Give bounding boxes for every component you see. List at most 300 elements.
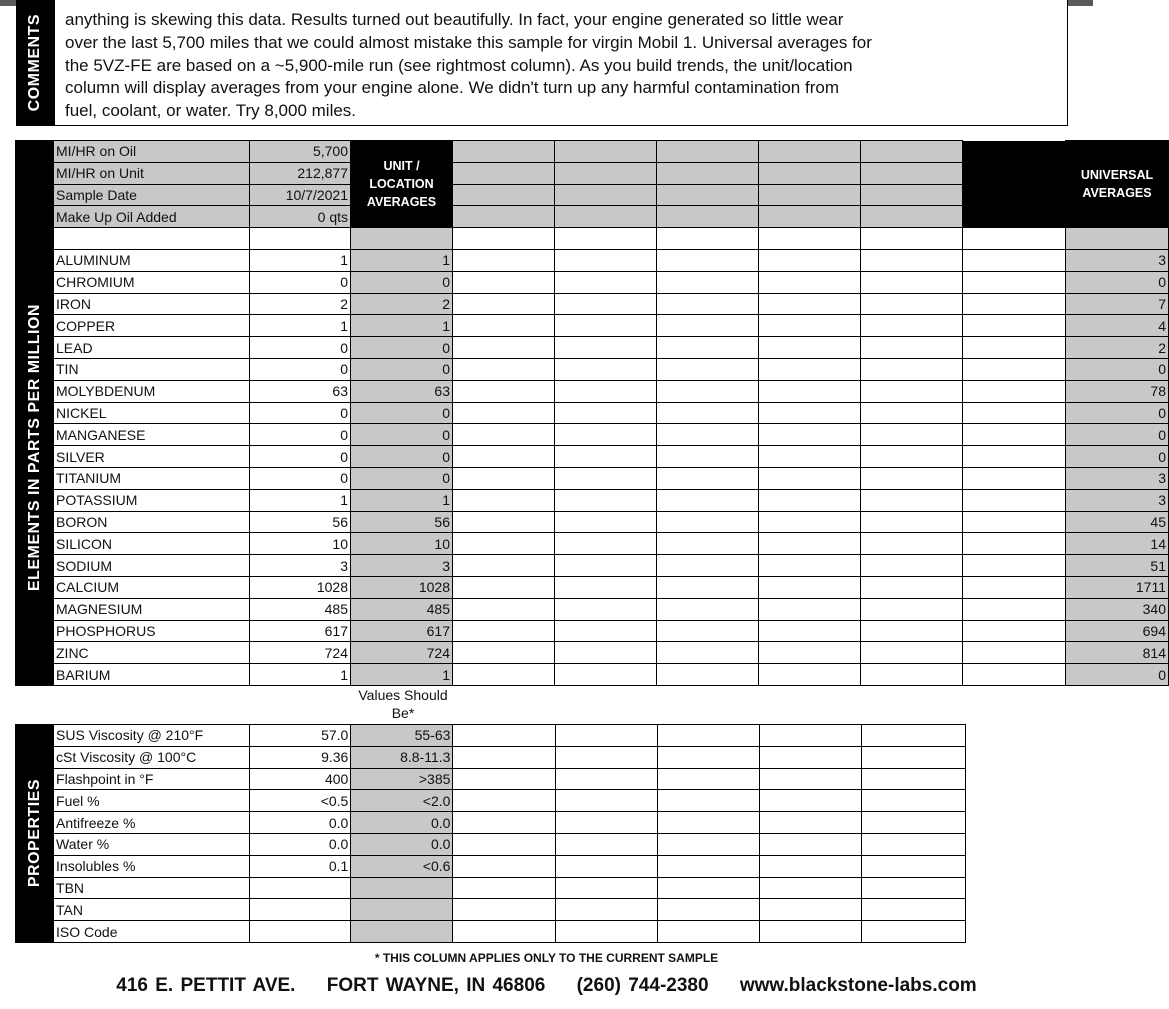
empty-cell xyxy=(861,533,963,555)
element-unit-average: 63 xyxy=(351,380,453,402)
empty-cell xyxy=(657,446,759,468)
empty-cell xyxy=(657,184,759,206)
empty-cell xyxy=(861,271,963,293)
element-name: SILICON xyxy=(54,533,250,555)
element-universal-average: 0 xyxy=(1066,402,1169,424)
empty-cell xyxy=(555,899,657,921)
empty-cell xyxy=(657,899,759,921)
lab-address xyxy=(0,975,1093,997)
empty-cell xyxy=(759,833,861,855)
element-row xyxy=(16,489,1169,511)
empty-cell xyxy=(963,380,1066,402)
empty-cell xyxy=(657,664,759,686)
property-should-be xyxy=(351,899,453,921)
empty-cell xyxy=(963,467,1066,489)
elements-side-label xyxy=(16,141,54,686)
property-should-be: 55-63 xyxy=(351,725,453,747)
element-universal-average: 0 xyxy=(1066,446,1169,468)
properties-table xyxy=(15,724,966,943)
empty-cell xyxy=(555,424,657,446)
empty-cell xyxy=(555,790,657,812)
empty-cell xyxy=(657,380,759,402)
address-website[interactable]: www.blackstone-labs.com xyxy=(739,975,977,996)
empty-cell xyxy=(555,228,657,250)
element-value: 1 xyxy=(250,489,351,511)
element-value: 56 xyxy=(250,511,351,533)
property-name: Flashpoint in °F xyxy=(54,768,250,790)
empty-cell xyxy=(963,664,1066,686)
element-name: MAGNESIUM xyxy=(54,598,250,620)
element-name: MOLYBDENUM xyxy=(54,380,250,402)
empty-cell xyxy=(963,315,1066,337)
property-name: cSt Viscosity @ 100°C xyxy=(54,746,250,768)
element-name: PHOSPHORUS xyxy=(54,620,250,642)
element-universal-average: 4 xyxy=(1066,315,1169,337)
empty-cell xyxy=(555,877,657,899)
unit-location-averages-header: UNIT / LOCATION AVERAGES xyxy=(351,141,453,228)
property-should-be: <2.0 xyxy=(351,790,453,812)
empty-cell xyxy=(861,446,963,468)
header-label: Sample Date xyxy=(54,184,250,206)
universal-averages-header: UNIVERSAL AVERAGES xyxy=(1066,141,1169,228)
empty-cell xyxy=(963,446,1066,468)
empty-cell xyxy=(453,533,555,555)
empty-cell xyxy=(555,402,657,424)
element-universal-average: 0 xyxy=(1066,424,1169,446)
element-row xyxy=(16,271,1169,293)
empty-cell xyxy=(861,467,963,489)
empty-cell xyxy=(453,664,555,686)
property-value: 0.0 xyxy=(250,833,351,855)
empty-cell xyxy=(555,533,657,555)
element-name: CALCIUM xyxy=(54,576,250,598)
empty-cell xyxy=(1066,228,1169,250)
empty-cell xyxy=(657,206,759,228)
empty-cell xyxy=(453,768,555,790)
empty-cell xyxy=(963,228,1066,250)
empty-cell xyxy=(861,315,963,337)
element-name: CHROMIUM xyxy=(54,271,250,293)
property-name: TAN xyxy=(54,899,250,921)
empty-cell xyxy=(861,380,963,402)
empty-cell xyxy=(861,576,963,598)
empty-cell xyxy=(453,141,555,163)
empty-cell xyxy=(657,271,759,293)
empty-cell xyxy=(555,467,657,489)
empty-cell xyxy=(555,833,657,855)
empty-cell xyxy=(861,620,963,642)
empty-cell xyxy=(861,249,963,271)
empty-cell xyxy=(555,921,657,943)
element-row xyxy=(16,446,1169,468)
element-unit-average: 0 xyxy=(351,424,453,446)
empty-cell xyxy=(759,467,861,489)
empty-cell xyxy=(861,833,965,855)
empty-cell xyxy=(759,315,861,337)
element-row xyxy=(16,402,1169,424)
property-row xyxy=(16,899,966,921)
empty-cell xyxy=(657,511,759,533)
empty-cell xyxy=(963,642,1066,664)
empty-cell xyxy=(453,467,555,489)
element-value: 0 xyxy=(250,424,351,446)
empty-cell xyxy=(759,489,861,511)
empty-cell xyxy=(555,620,657,642)
empty-cell xyxy=(963,271,1066,293)
empty-cell xyxy=(555,812,657,834)
empty-cell xyxy=(555,380,657,402)
element-name: SODIUM xyxy=(54,555,250,577)
element-unit-average: 56 xyxy=(351,511,453,533)
empty-cell xyxy=(759,249,861,271)
comment-line: over the last 5,700 miles that we could almost mistake this sample for virgin Mobil 1. Universal averages for xyxy=(65,32,872,52)
empty-cell xyxy=(759,446,861,468)
header-value: 212,877 xyxy=(250,162,351,184)
property-name: Antifreeze % xyxy=(54,812,250,834)
element-unit-average: 0 xyxy=(351,446,453,468)
element-unit-average: 617 xyxy=(351,620,453,642)
empty-cell xyxy=(453,206,555,228)
column-footnote: * THIS COLUMN APPLIES ONLY TO THE CURRENT SAMPLE xyxy=(374,951,719,965)
element-row xyxy=(16,467,1169,489)
element-value: 63 xyxy=(250,380,351,402)
property-row xyxy=(16,812,966,834)
property-value: 0.0 xyxy=(250,812,351,834)
element-universal-average: 3 xyxy=(1066,467,1169,489)
empty-cell xyxy=(759,380,861,402)
element-unit-average: 0 xyxy=(351,402,453,424)
empty-cell xyxy=(963,598,1066,620)
empty-cell xyxy=(657,642,759,664)
blank-row xyxy=(16,228,1169,250)
empty-cell xyxy=(657,877,759,899)
property-value: 400 xyxy=(250,768,351,790)
header-row xyxy=(16,206,1169,228)
empty-cell xyxy=(250,228,351,250)
empty-cell xyxy=(555,576,657,598)
element-unit-average: 0 xyxy=(351,271,453,293)
empty-cell xyxy=(555,642,657,664)
empty-cell xyxy=(759,555,861,577)
element-value: 1 xyxy=(250,249,351,271)
empty-cell xyxy=(453,921,555,943)
empty-cell xyxy=(657,555,759,577)
element-universal-average: 0 xyxy=(1066,664,1169,686)
comments-text xyxy=(65,9,1055,123)
empty-cell xyxy=(555,664,657,686)
empty-cell xyxy=(759,576,861,598)
element-unit-average: 2 xyxy=(351,293,453,315)
element-row xyxy=(16,424,1169,446)
empty-cell xyxy=(759,620,861,642)
empty-cell xyxy=(759,921,861,943)
empty-cell xyxy=(555,511,657,533)
comment-line: column will display averages from your engine alone. We didn't turn up any harmful contamination from xyxy=(65,78,839,98)
empty-cell xyxy=(861,725,965,747)
property-value xyxy=(250,921,351,943)
property-value xyxy=(250,877,351,899)
header-label: Make Up Oil Added xyxy=(54,206,250,228)
empty-cell xyxy=(759,337,861,359)
empty-cell xyxy=(453,489,555,511)
element-unit-average: 1 xyxy=(351,664,453,686)
empty-cell xyxy=(963,424,1066,446)
empty-cell xyxy=(861,812,965,834)
element-universal-average: 0 xyxy=(1066,271,1169,293)
empty-cell xyxy=(657,768,759,790)
element-value: 1 xyxy=(250,664,351,686)
element-universal-average: 1711 xyxy=(1066,576,1169,598)
element-universal-average: 3 xyxy=(1066,249,1169,271)
empty-cell xyxy=(555,358,657,380)
empty-cell xyxy=(759,664,861,686)
empty-cell xyxy=(657,533,759,555)
element-row xyxy=(16,620,1169,642)
empty-cell xyxy=(963,533,1066,555)
empty-cell xyxy=(759,642,861,664)
property-value: <0.5 xyxy=(250,790,351,812)
properties-side-label-text: PROPERTIES xyxy=(25,779,43,888)
empty-cell xyxy=(555,293,657,315)
empty-cell xyxy=(657,598,759,620)
empty-cell xyxy=(453,746,555,768)
empty-cell xyxy=(453,249,555,271)
property-name: Water % xyxy=(54,833,250,855)
empty-cell xyxy=(657,790,759,812)
address-city: FORT WAYNE, IN 46806 xyxy=(326,975,546,996)
empty-cell xyxy=(555,555,657,577)
property-row xyxy=(16,855,966,877)
element-universal-average: 7 xyxy=(1066,293,1169,315)
empty-cell xyxy=(963,511,1066,533)
element-value: 0 xyxy=(250,271,351,293)
property-row xyxy=(16,725,966,747)
empty-cell xyxy=(759,511,861,533)
element-row xyxy=(16,533,1169,555)
empty-cell xyxy=(759,855,861,877)
element-universal-average: 45 xyxy=(1066,511,1169,533)
empty-cell xyxy=(453,511,555,533)
element-universal-average: 2 xyxy=(1066,337,1169,359)
element-universal-average: 78 xyxy=(1066,380,1169,402)
empty-cell xyxy=(759,899,861,921)
empty-cell xyxy=(861,293,963,315)
element-name: TIN xyxy=(54,358,250,380)
empty-cell xyxy=(861,402,963,424)
empty-cell xyxy=(657,249,759,271)
comment-line: anything is skewing this data. Results turned out beautifully. In fact, your engine generated so little wear xyxy=(65,10,844,30)
empty-cell xyxy=(657,162,759,184)
element-value: 0 xyxy=(250,446,351,468)
empty-cell xyxy=(555,184,657,206)
element-value: 617 xyxy=(250,620,351,642)
header-value: 0 qts xyxy=(250,206,351,228)
property-should-be xyxy=(351,921,453,943)
element-row xyxy=(16,642,1169,664)
spacer-cell xyxy=(963,206,1066,228)
element-value: 10 xyxy=(250,533,351,555)
comments-label xyxy=(16,0,54,126)
property-row xyxy=(16,921,966,943)
empty-cell xyxy=(453,855,555,877)
element-value: 0 xyxy=(250,358,351,380)
element-unit-average: 1 xyxy=(351,249,453,271)
empty-cell xyxy=(453,424,555,446)
empty-cell xyxy=(555,446,657,468)
comments-label-text: COMMENTS xyxy=(26,14,43,112)
empty-cell xyxy=(759,206,861,228)
empty-cell xyxy=(453,812,555,834)
empty-cell xyxy=(759,424,861,446)
element-row xyxy=(16,664,1169,686)
element-row xyxy=(16,380,1169,402)
empty-cell xyxy=(759,746,861,768)
header-row xyxy=(16,141,1169,163)
element-value: 724 xyxy=(250,642,351,664)
empty-cell xyxy=(759,598,861,620)
element-name: SILVER xyxy=(54,446,250,468)
empty-cell xyxy=(453,620,555,642)
empty-cell xyxy=(861,141,963,163)
element-unit-average: 0 xyxy=(351,358,453,380)
property-value: 0.1 xyxy=(250,855,351,877)
empty-cell xyxy=(54,228,250,250)
empty-cell xyxy=(861,642,963,664)
empty-cell xyxy=(759,812,861,834)
empty-cell xyxy=(963,337,1066,359)
empty-cell xyxy=(555,598,657,620)
element-row xyxy=(16,249,1169,271)
empty-cell xyxy=(657,402,759,424)
empty-cell xyxy=(453,337,555,359)
property-value: 57.0 xyxy=(250,725,351,747)
property-name: SUS Viscosity @ 210°F xyxy=(54,725,250,747)
empty-cell xyxy=(555,249,657,271)
empty-cell xyxy=(453,446,555,468)
element-name: BARIUM xyxy=(54,664,250,686)
header-value: 10/7/2021 xyxy=(250,184,351,206)
element-name: TITANIUM xyxy=(54,467,250,489)
empty-cell xyxy=(759,184,861,206)
empty-cell xyxy=(759,271,861,293)
empty-cell xyxy=(453,576,555,598)
header-label: MI/HR on Oil xyxy=(54,141,250,163)
empty-cell xyxy=(657,141,759,163)
empty-cell xyxy=(555,725,657,747)
element-name: IRON xyxy=(54,293,250,315)
element-unit-average: 485 xyxy=(351,598,453,620)
element-universal-average: 814 xyxy=(1066,642,1169,664)
element-value: 1028 xyxy=(250,576,351,598)
property-name: Fuel % xyxy=(54,790,250,812)
empty-cell xyxy=(861,664,963,686)
element-unit-average: 724 xyxy=(351,642,453,664)
empty-cell xyxy=(861,746,965,768)
empty-cell xyxy=(759,402,861,424)
property-should-be: <0.6 xyxy=(351,855,453,877)
element-row xyxy=(16,358,1169,380)
property-row xyxy=(16,768,966,790)
element-unit-average: 1 xyxy=(351,315,453,337)
element-name: POTASSIUM xyxy=(54,489,250,511)
empty-cell xyxy=(657,921,759,943)
header-row xyxy=(16,184,1169,206)
empty-cell xyxy=(453,358,555,380)
spacer-cell xyxy=(963,162,1066,184)
empty-cell xyxy=(963,293,1066,315)
empty-cell xyxy=(657,467,759,489)
empty-cell xyxy=(963,576,1066,598)
property-name: Insolubles % xyxy=(54,855,250,877)
empty-cell xyxy=(453,402,555,424)
empty-cell xyxy=(861,228,963,250)
empty-cell xyxy=(657,358,759,380)
property-should-be xyxy=(351,877,453,899)
empty-cell xyxy=(861,424,963,446)
empty-cell xyxy=(453,293,555,315)
property-row xyxy=(16,746,966,768)
empty-cell xyxy=(453,833,555,855)
element-universal-average: 340 xyxy=(1066,598,1169,620)
spacer-cell xyxy=(963,184,1066,206)
empty-cell xyxy=(759,293,861,315)
empty-cell xyxy=(861,899,965,921)
property-value xyxy=(250,899,351,921)
element-row xyxy=(16,337,1169,359)
property-should-be: 0.0 xyxy=(351,812,453,834)
element-name: NICKEL xyxy=(54,402,250,424)
element-name: LEAD xyxy=(54,337,250,359)
empty-cell xyxy=(555,337,657,359)
property-row xyxy=(16,833,966,855)
empty-cell xyxy=(963,555,1066,577)
empty-cell xyxy=(555,768,657,790)
element-universal-average: 694 xyxy=(1066,620,1169,642)
element-row xyxy=(16,598,1169,620)
empty-cell xyxy=(861,489,963,511)
address-street: 416 E. PETTIT AVE. xyxy=(116,975,296,996)
empty-cell xyxy=(657,725,759,747)
empty-cell xyxy=(963,489,1066,511)
element-row xyxy=(16,293,1169,315)
empty-cell xyxy=(657,424,759,446)
element-name: ZINC xyxy=(54,642,250,664)
empty-cell xyxy=(759,790,861,812)
empty-cell xyxy=(657,620,759,642)
empty-cell xyxy=(861,206,963,228)
empty-cell xyxy=(861,768,965,790)
empty-cell xyxy=(861,555,963,577)
property-row xyxy=(16,790,966,812)
empty-cell xyxy=(453,380,555,402)
property-should-be: 8.8-11.3 xyxy=(351,746,453,768)
empty-cell xyxy=(759,877,861,899)
empty-cell xyxy=(861,162,963,184)
empty-cell xyxy=(453,184,555,206)
empty-cell xyxy=(657,315,759,337)
header-row xyxy=(16,162,1169,184)
empty-cell xyxy=(963,249,1066,271)
empty-cell xyxy=(861,855,965,877)
element-name: COPPER xyxy=(54,315,250,337)
element-row xyxy=(16,555,1169,577)
empty-cell xyxy=(861,511,963,533)
comment-line: the 5VZ-FE are based on a ~5,900-mile run (see rightmost column). As you build trends, the unit/location xyxy=(65,55,853,75)
elements-side-label-text: ELEMENTS IN PARTS PER MILLION xyxy=(25,304,43,592)
empty-cell xyxy=(453,315,555,337)
empty-cell xyxy=(453,899,555,921)
empty-cell xyxy=(657,576,759,598)
